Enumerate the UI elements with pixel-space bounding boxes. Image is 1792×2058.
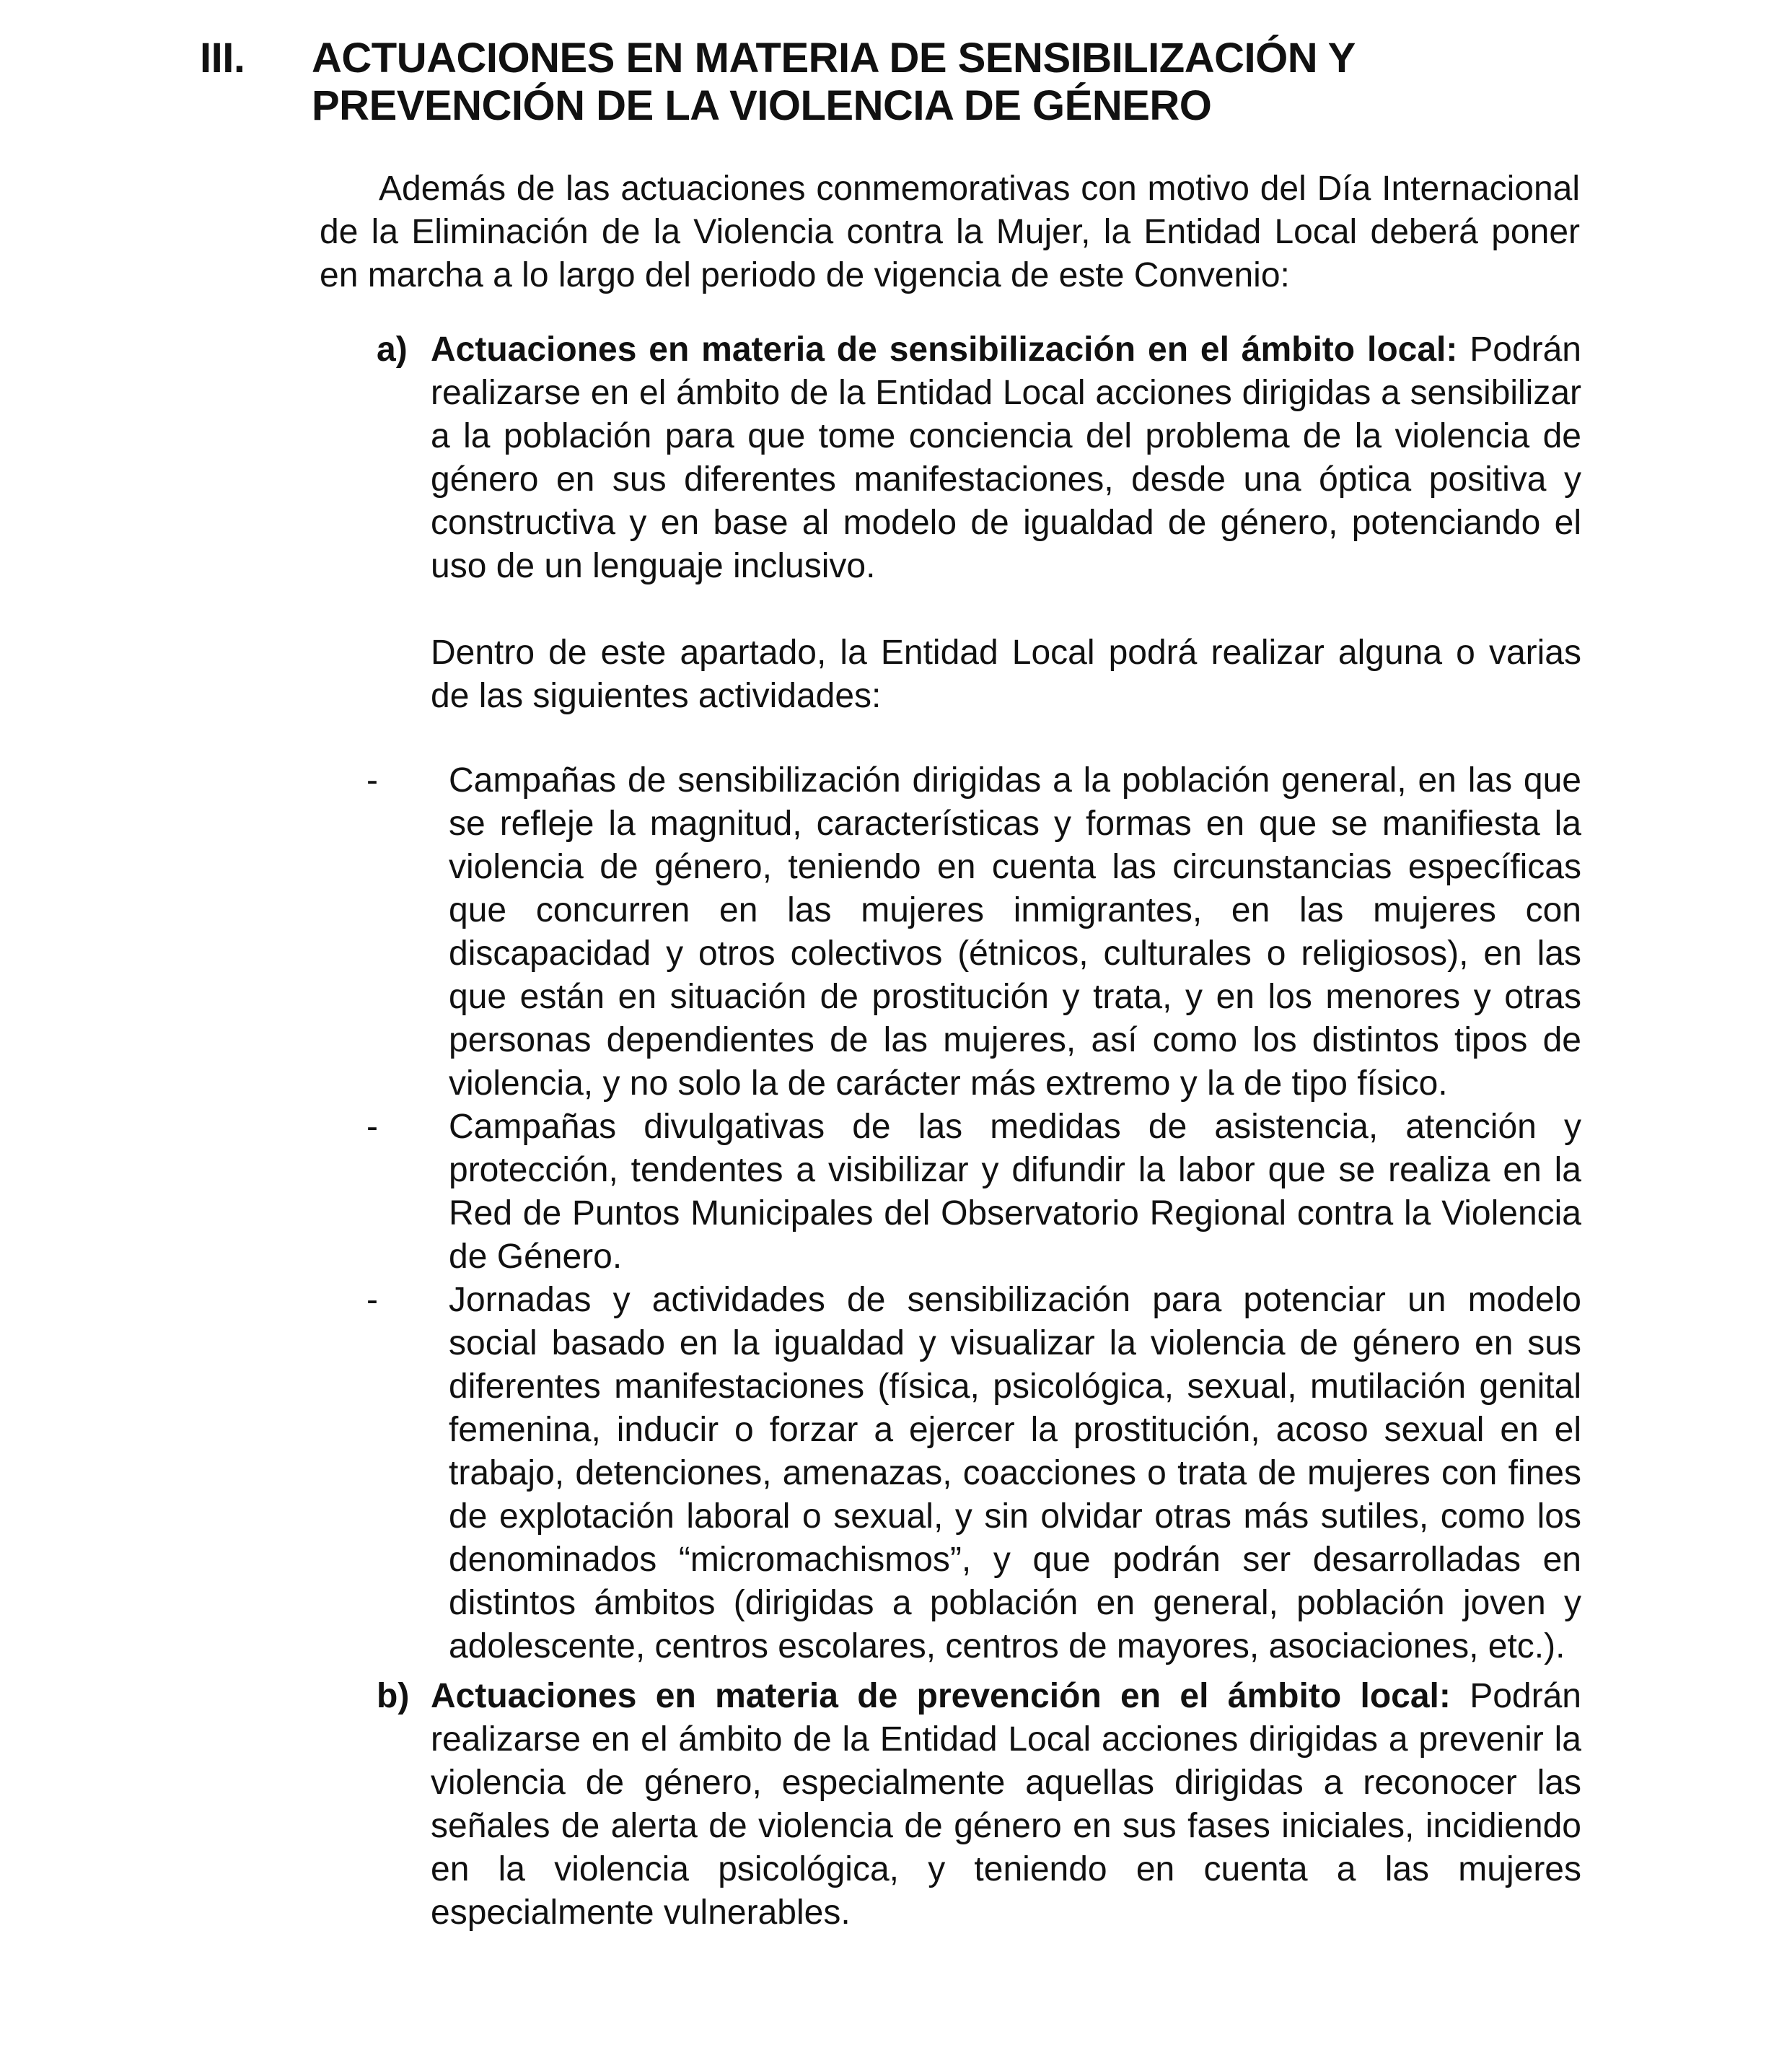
item-a-label: a) (377, 330, 408, 369)
dash-bullet: - (366, 1281, 378, 1319)
list-item-text: Campañas divulgativas de las medidas de asistencia, atención y protección, tendentes a visibilizar y difundir la labor que se realiza en la Red de Puntos Municipales del Observatorio Regional contra la Violencia de Género. (449, 1108, 1581, 1276)
item-b-label: b) (377, 1677, 410, 1715)
intro-paragraph: Además de las actuaciones conmemorativas con motivo del Día Internacional de la Eliminación de la Violencia contra la Mujer, la Entidad Local deberá poner en marcha a lo largo del periodo de vigencia de este Convenio: (320, 170, 1580, 294)
list-item (361, 1279, 1581, 1668)
item-a-lead: Actuaciones en materia de sensibilización en el ámbito local: (431, 330, 1458, 369)
section-title: ACTUACIONES EN MATERIA DE SENSIBILIZACIÓN Y PREVENCIÓN DE LA VIOLENCIA DE GÉNERO (312, 35, 1355, 129)
section-number: III. (200, 35, 245, 82)
item-a-paragraph (431, 328, 1581, 588)
item-b-lead: Actuaciones en materia de prevención en el ámbito local: (431, 1677, 1451, 1715)
item-a-body: Podrán realizarse en el ámbito de la Entidad Local acciones dirigidas a sensibilizar a la población para que tome conciencia del problema de la violencia de género en sus diferentes manifestaciones, desde una óptica positiva y constructiva y en base al modelo de igualdad de género, potenciando el uso de un lenguaje inclusivo. (431, 330, 1581, 585)
list-item-text: Jornadas y actividades de sensibilización para potenciar un modelo social basado en la igualdad y visualizar la violencia de género en sus diferentes manifestaciones (física, psicológica, sexual, mutilación genital femenina, inducir o forzar a ejercer la prostitución, acoso sexual en el trabajo, detenciones, amenazas, coacciones o trata de mujeres con fines de explotación laboral o sexual, y sin olvidar otras más sutiles, como los denominados “micromachismos”, y que podrán ser desarrolladas en distintos ámbitos (dirigidas a población en general, población joven y adolescente, centros escolares, centros de mayores, asociaciones, etc.). (449, 1281, 1581, 1665)
list-item (361, 759, 1581, 1105)
item-b-body: Podrán realizarse en el ámbito de la Entidad Local acciones dirigidas a prevenir la violencia de género, especialmente aquellas dirigidas a reconocer las señales de alerta de violencia de género en sus fases iniciales, incidiendo en la violencia psicológica, y teniendo en cuenta a las mujeres especialmente vulnerables. (431, 1677, 1581, 1932)
activities-list (361, 759, 1581, 1668)
item-a-activities-intro: Dentro de este apartado, la Entidad Local podrá realizar alguna o varias de las siguientes actividades: (431, 634, 1581, 715)
item-b-paragraph (431, 1675, 1581, 1935)
dash-bullet: - (366, 761, 378, 800)
list-item-text: Campañas de sensibilización dirigidas a la población general, en las que se refleje la magnitud, características y formas en que se manifiesta la violencia de género, teniendo en cuenta las circunstancias específicas que concurren en las mujeres inmigrantes, en las mujeres con discapacidad y otros colectivos (étnicos, culturales o religiosos), en las que están en situación de prostitución y trata, y en los menores y otras personas dependientes de las mujeres, así como los distintos tipos de violencia, y no solo la de carácter más extremo y la de tipo físico. (449, 761, 1581, 1103)
dash-bullet: - (366, 1108, 378, 1146)
list-item (361, 1105, 1581, 1279)
